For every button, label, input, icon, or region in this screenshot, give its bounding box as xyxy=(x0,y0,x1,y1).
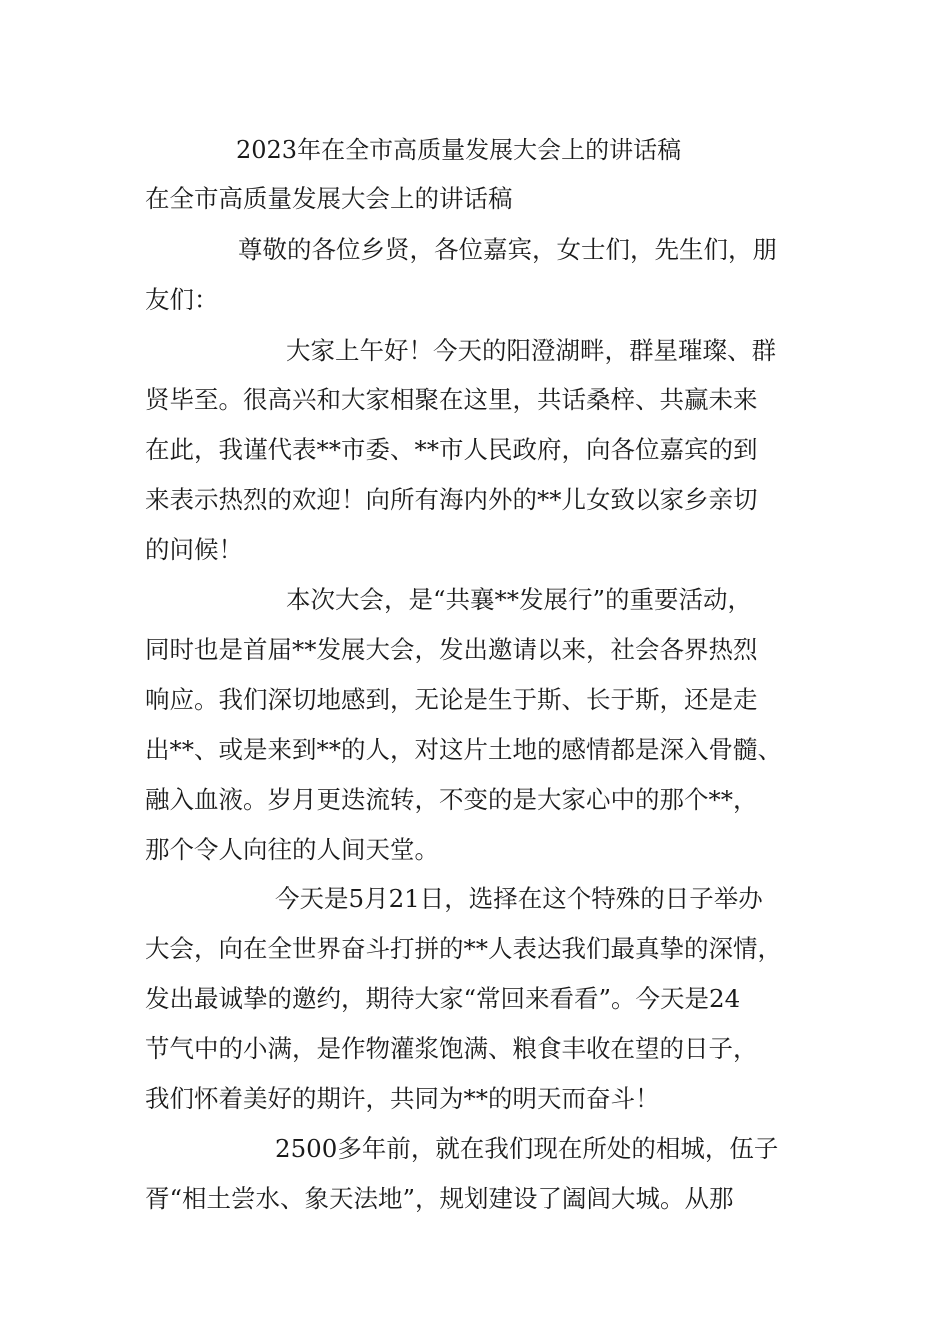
text-line: 来表示热烈的欢迎！向所有海内外的**儿女致以家乡亲切 xyxy=(145,485,758,514)
text-line: 友们： xyxy=(145,285,219,314)
text-line: 大家上午好！今天的阳澄湖畔，群星璀璨、群 xyxy=(286,336,776,365)
text-line: 同时也是首届**发展大会，发出邀请以来，社会各界热烈 xyxy=(145,635,758,664)
text-line: 那个令人向往的人间天堂。 xyxy=(145,835,439,864)
text-line: 2500多年前，就在我们现在所处的相城，伍子 xyxy=(275,1134,779,1163)
text-line: 发出最诚挚的邀约，期待大家“常回来看看”。今天是24 xyxy=(145,984,741,1013)
text-line: 贤毕至。很高兴和大家相聚在这里，共话桑梓、共赢未来 xyxy=(145,385,758,414)
text-line: 在此，我谨代表**市委、**市人民政府，向各位嘉宾的到 xyxy=(145,435,758,464)
text-line: 的问候！ xyxy=(145,535,243,564)
text-line: 我们怀着美好的期许，共同为**的明天而奋斗！ xyxy=(145,1084,660,1113)
text-line: 今天是5月21日，选择在这个特殊的日子举办 xyxy=(275,884,763,913)
text-line: 节气中的小满，是作物灌浆饱满、粮食丰收在望的日子， xyxy=(145,1034,758,1063)
text-line: 大会，向在全世界奋斗打拼的**人表达我们最真挚的深情， xyxy=(145,934,782,963)
text-line: 胥“相土尝水、象天法地”，规划建设了阖闾大城。从那 xyxy=(145,1184,734,1213)
text-line: 融入血液。岁月更迭流转，不变的是大家心中的那个**， xyxy=(145,785,758,814)
document-subtitle: 在全市高质量发展大会上的讲话稿 xyxy=(145,184,513,213)
document-title: 2023年在全市高质量发展大会上的讲话稿 xyxy=(236,136,682,164)
text-line: 出**、或是来到**的人，对这片土地的感情都是深入骨髓、 xyxy=(145,735,782,764)
text-line: 响应。我们深切地感到，无论是生于斯、长于斯，还是走 xyxy=(145,685,758,714)
text-line: 本次大会，是“共襄**发展行”的重要活动， xyxy=(286,585,753,614)
text-line: 尊敬的各位乡贤，各位嘉宾，女士们，先生们，朋 xyxy=(238,235,777,264)
